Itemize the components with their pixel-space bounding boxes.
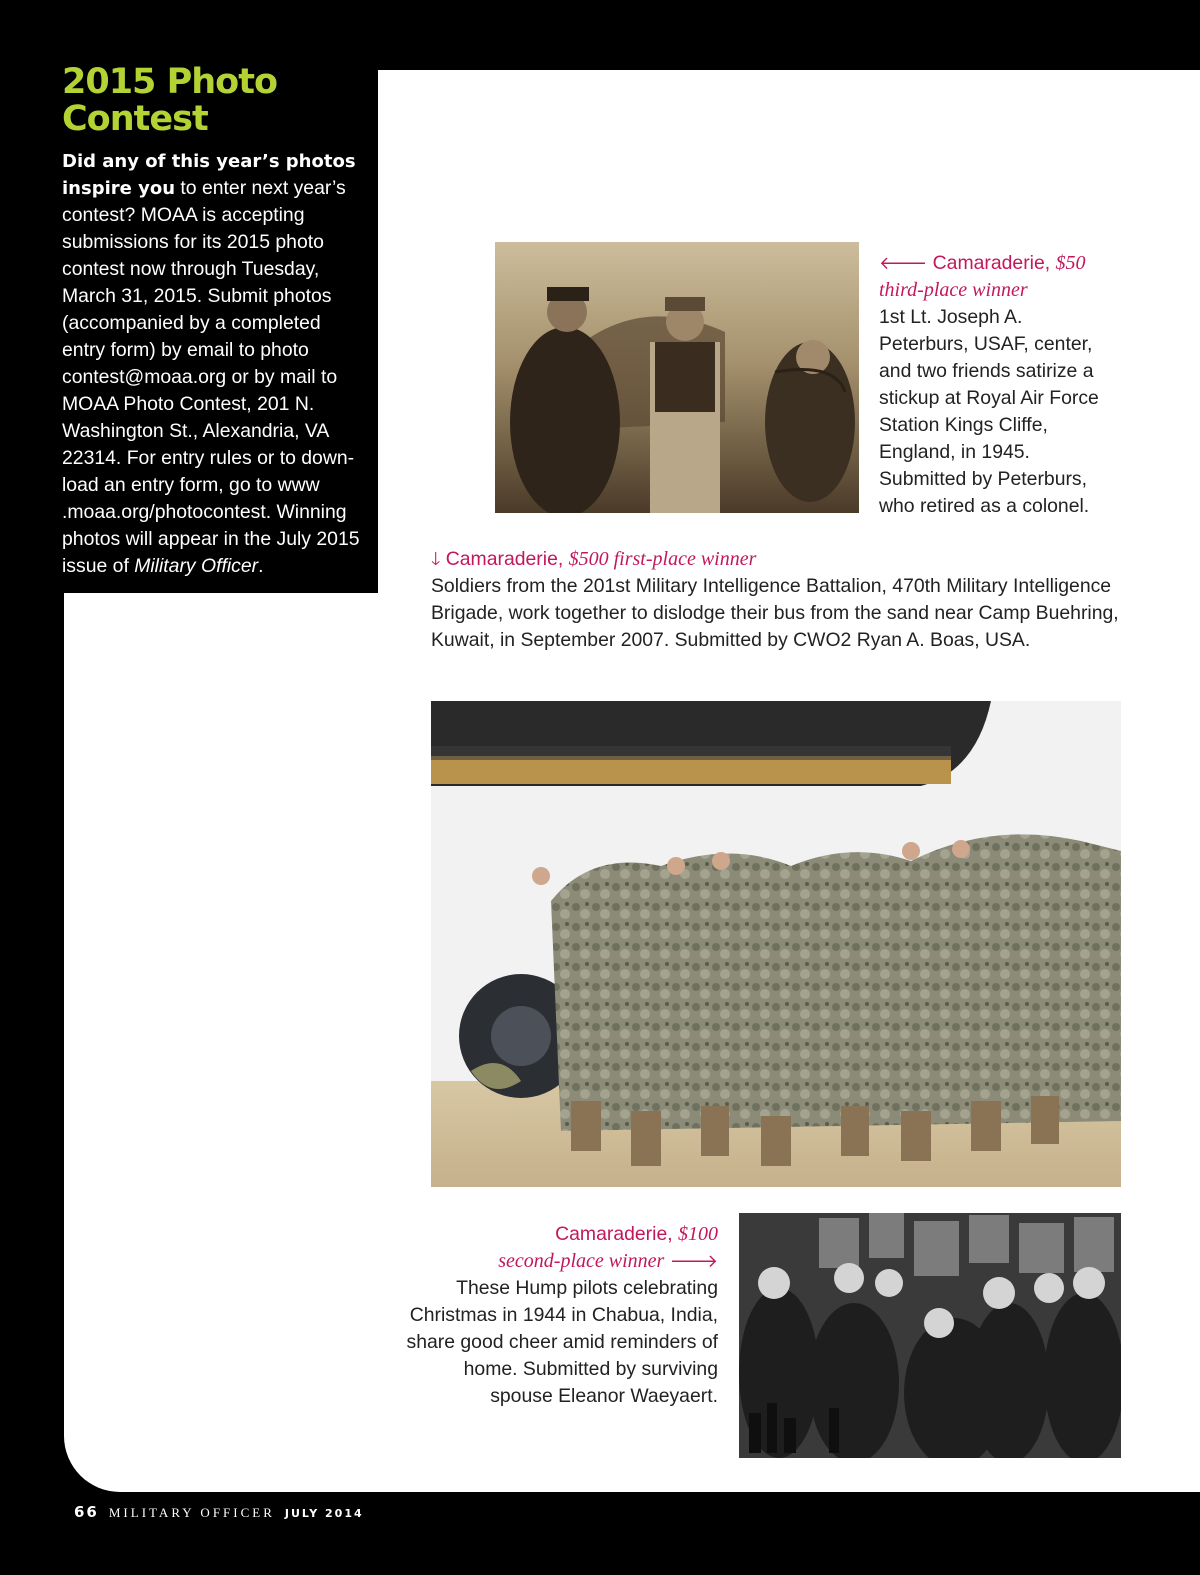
first-place-category: Camaraderie, [445, 548, 569, 570]
page-footer [74, 1503, 364, 1521]
contest-sidebar [0, 0, 378, 593]
third-place-text: 1st Lt. Joseph A. Peterburs, USAF, center, and two friends satirize a stickup at Royal Air Force Station Kings Cliffe, England, in 1945. Submitted by Peterburs, who retired as a colonel. [879, 306, 1099, 517]
third-place-caption [879, 250, 1099, 520]
third-place-rank: third-place winner [879, 279, 1028, 301]
sidebar-period: . [258, 555, 264, 577]
sidebar-title [62, 64, 277, 138]
third-place-category: Camaraderie, [932, 252, 1056, 274]
second-place-photo [739, 1213, 1121, 1458]
second-place-text: These Hump pilots celebrating Christmas in 1944 in Chabua, India, share good cheer amid reminders of home. Submitted by surviving spouse Eleanor Waeyaert. [406, 1277, 718, 1407]
arrow-down-icon: 🡓 [431, 549, 441, 569]
footer-magazine: MILITARY OFFICER [108, 1505, 275, 1520]
sidebar-lead: Did any of this year’s photos inspire you [62, 151, 356, 199]
page-number: 66 [74, 1503, 99, 1521]
magazine-name: Military Officer [134, 555, 259, 577]
sidebar-body [62, 148, 368, 580]
first-place-caption [431, 546, 1121, 654]
second-place-caption [400, 1221, 718, 1410]
sidebar-body-text: to enter next year’s contest? MOAA is accepting submissions for its 2015 photo contest now through Tuesday, March 31, 2015. Submit photos (accompanied by a completed entry form) by email to photo contest@moaa.org or by mail to MOAA Photo Contest, 201 N. Washington St., Alexandria, VA 22314. For entry rules or to down-load an entry form, go to www .moaa.org/photocontest. Winning photos will appear in the July 2015 issue of [62, 177, 360, 577]
footer-issue: JULY 2014 [284, 1507, 364, 1520]
second-place-rank: second-place winner [498, 1250, 665, 1272]
sidebar-title-line2: Contest [62, 99, 208, 139]
second-place-category: Camaraderie, [555, 1223, 678, 1245]
sidebar-title-line1: 2015 Photo [62, 62, 277, 102]
first-place-text: Soldiers from the 201st Military Intelligence Battalion, 470th Military Intelligence Brigade, work together to dislodge their bus from the sand near Camp Buehring, Kuwait, in September 2007. Submitted by CWO2 Ryan A. Boas, USA. [431, 575, 1119, 651]
third-place-photo [495, 242, 859, 513]
third-place-prize: $50 [1055, 252, 1086, 274]
first-place-prize: $500 first-place winner [568, 548, 757, 570]
first-place-photo [431, 701, 1121, 1187]
arrow-left-icon: 🡐 [879, 253, 928, 273]
arrow-right-icon: 🡒 [669, 1251, 718, 1271]
second-place-prize: $100 [678, 1223, 718, 1245]
